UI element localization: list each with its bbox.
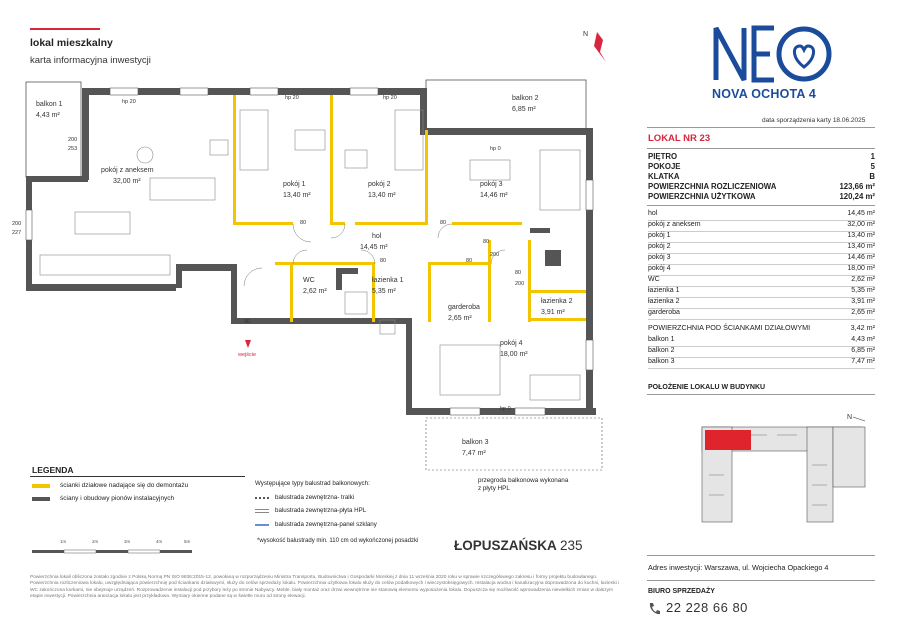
room-area-row (648, 221, 875, 232)
balustrade-note: *wysokość balustrady min. 110 cm od wykończonej posadzki (257, 538, 419, 544)
room-area: 13,40 m² (847, 243, 875, 250)
page-title: lokal mieszkalny (30, 37, 113, 49)
legend-item-grey (32, 495, 174, 502)
room-area: 3,91 m² (851, 298, 875, 305)
scale-label: 4m (156, 539, 163, 544)
street-number: 235 (560, 538, 583, 553)
position-title: POŁOŻENIE LOKALU W BUDYNKU (648, 384, 766, 391)
under-walls-label: POWIERZCHNIA POD ŚCIANKAMI DZIAŁOWYMI (648, 323, 811, 332)
balustrade-item (255, 494, 354, 501)
dim-200-label: 200 (515, 281, 525, 287)
dim-253-label: 253 (68, 146, 78, 152)
dim-200-label: 200 (68, 137, 78, 143)
entrance-arrow-icon (245, 340, 251, 348)
property-row (648, 182, 875, 191)
hall-label: hol (372, 233, 382, 240)
north-label: N (583, 31, 589, 38)
divider (647, 580, 875, 581)
legend-swatch (32, 497, 50, 501)
exterior-walls (26, 88, 596, 415)
bathroom-1-area: 5,35 m² (372, 288, 396, 295)
property-key: KLATKA (648, 172, 680, 181)
property-value: 123,66 m² (839, 182, 875, 191)
balcony-area-row (648, 347, 875, 358)
room-area: 18,00 m² (847, 265, 875, 272)
property-value: 1 (870, 152, 875, 161)
property-value: B (869, 172, 875, 181)
dim-227-label: 227 (12, 230, 22, 236)
room-4-area: 18,00 m² (500, 351, 528, 358)
dim-80-label: 80 (515, 270, 522, 276)
wardrobe-label: garderoba (448, 304, 480, 311)
investment-address: Adres inwestycji: Warszawa, ul. Wojciecha Opackiego 4 (648, 563, 829, 572)
installation-shafts (336, 228, 561, 290)
dim-200-label: 200 (490, 252, 500, 258)
room-name: pokój 2 (648, 243, 671, 250)
divider (647, 127, 875, 128)
balustrade-item-label: balustrada zewnętrzna- tralki (275, 494, 355, 501)
room-area-row (648, 210, 875, 221)
footer-disclaimer: Powierzchnia lokali obliczona zostało zgodnie z Polską Normą PN ISO 9836:2015-12, powołaną w rozporządzeniu Ministra Transportu, Budownictwa i Gospodarki Morskiej z dnia 11 września 2020 roku w sprawie szczegółowego zakresu i formy projektu budowlanego. Powierzchnia rozliczeniowa lokalu, uwzględniająca powierzchnię pod ściankami działowymi, służy do celów sprzedaży lokalu. Powierzchnia użytkowa lokalu służy do celów podatkowych i wieczystoksięgowych. Instalacja wodna i kanalizacyjna doprowadzona do kuchni, łazienki i WC zakończona korkami, nie obejmuje urządzeń. Rozprowadzenie instalacji pod przybory leży po stronie Nabywcy. Meble, biały montaż oraz drzwi wewnętrzne nie stanowią elementu wyposażenia lokalu. Dopuszcza się możliwość wprowadzenia niewielkich zmian w dalszym etapie inwestycji. Powierzchnia aranżacja lokalu jest przykładowa. Wymiary okienne podane są w świetle muru od strony elewacji. (30, 575, 620, 600)
room-name: garderoba (648, 309, 680, 316)
dim-80-label: 80 (380, 258, 387, 264)
balcony-1-label: balkon 1 (36, 101, 63, 108)
balustrade-item (255, 507, 366, 514)
room-3-area: 14,46 m² (480, 192, 508, 199)
balcony-area: 4,43 m² (851, 336, 875, 343)
north-arrow-icon (594, 32, 606, 62)
room-area: 5,35 m² (851, 287, 875, 294)
property-row (648, 152, 875, 161)
balustrade-item (255, 521, 377, 528)
legend-divider (30, 476, 245, 477)
room-name: pokój 1 (648, 232, 671, 239)
balustrade-swatch (255, 524, 269, 526)
balcony-area-row (648, 358, 875, 369)
wc-label: WC (303, 277, 315, 284)
entrance-label: wejście (238, 352, 257, 358)
dim-hp0-label: hp 0 (500, 406, 511, 412)
balcony-area: 7,47 m² (851, 358, 875, 365)
wardrobe-area: 2,65 m² (448, 315, 472, 322)
balcony-2-outline (426, 80, 586, 130)
scale-label: 2m (92, 539, 99, 544)
apartment-highlight (705, 430, 751, 450)
living-room-area: 32,00 m² (113, 178, 141, 185)
balcony-name: balkon 3 (648, 358, 675, 365)
legend-item-yellow (32, 482, 188, 489)
lokal-label: LOKAL NR (648, 133, 697, 144)
room-area-row (648, 287, 875, 298)
balustrade-swatch (255, 497, 269, 499)
brand-name: NOVA OCHOTA 4 (712, 87, 816, 101)
divider (647, 555, 875, 556)
sales-office-title: BIURO SPRZEDAŻY (648, 588, 715, 595)
north-label: N (847, 414, 853, 421)
north-arrow-icon (853, 417, 865, 421)
room-area-row (648, 309, 875, 320)
legend-item-label: ścianki działowe nadające się do demontażu (60, 482, 189, 489)
property-value: 120,24 m² (839, 192, 875, 201)
room-area-row (648, 243, 875, 254)
property-key: POKOJE (648, 162, 681, 171)
room-area-row (648, 265, 875, 276)
lokal-number-value: 23 (699, 133, 711, 144)
under-walls-value: 3,42 m² (850, 323, 875, 332)
bathroom-2-area: 3,91 m² (541, 309, 565, 316)
room-name: łazienka 2 (648, 298, 680, 305)
dim-hp20-label: hp 20 (122, 99, 136, 105)
property-row (648, 162, 875, 171)
page-subtitle: karta informacyjna inwestycji (30, 55, 151, 66)
sales-phone[interactable]: 22 228 66 80 (666, 600, 748, 615)
legend-item-label: ściany i obudowy pionów instalacyjnych (60, 495, 175, 502)
property-key: POWIERZCHNIA UŻYTKOWA (648, 192, 756, 201)
room-name: pokój 3 (648, 254, 671, 261)
dim-80-label: 80 (466, 258, 473, 264)
room-area: 2,62 m² (851, 276, 875, 283)
room-area-row (648, 298, 875, 309)
property-value: 5 (870, 162, 875, 171)
dim-80-label: 80 (483, 239, 490, 245)
room-name: łazienka 1 (648, 287, 680, 294)
room-2-area: 13,40 m² (368, 192, 396, 199)
room-2-label: pokój 2 (368, 181, 391, 188)
balcony-name: balkon 1 (648, 336, 675, 343)
living-room-label: pokój z aneksem (101, 167, 154, 174)
balustrade-title: Występujące typy balustrad balkonowych: (255, 480, 370, 487)
room-name: pokój z aneksem (648, 221, 701, 228)
divider (647, 394, 875, 395)
room-name: hol (648, 210, 658, 217)
phone-icon (648, 602, 660, 616)
dim-80-label: 80 (300, 220, 307, 226)
room-area: 32,00 m² (847, 221, 875, 228)
scale-label: 5m (184, 539, 191, 544)
balcony-1-outline (26, 82, 81, 177)
balcony-area: 6,85 m² (851, 347, 875, 354)
balustrade-swatch (255, 509, 269, 513)
property-key: POWIERZCHNIA ROZLICZENIOWA (648, 182, 777, 191)
balustrade-item-label: balustrada zewnętrzna-płyta HPL (275, 507, 367, 514)
balcony-3-outline (426, 418, 602, 470)
property-row (648, 172, 875, 181)
room-area: 13,40 m² (847, 232, 875, 239)
room-1-area: 13,40 m² (283, 192, 311, 199)
partition-note-line: z płyty HPL (478, 485, 510, 492)
room-area: 2,65 m² (851, 309, 875, 316)
dim-hp20-label: hp 20 (285, 95, 299, 101)
date-line: data sporządzenia karty 18.06.2025 (762, 117, 866, 124)
balcony-name: balkon 2 (648, 347, 675, 354)
scale-label: 3m (124, 539, 131, 544)
divider (647, 205, 875, 206)
lokal-number (648, 133, 710, 144)
dim-hp0-label: hp 0 (490, 146, 501, 152)
room-area-row (648, 254, 875, 265)
scale-label: 1m (60, 539, 67, 544)
room-1-label: pokój 1 (283, 181, 306, 188)
room-name: WC (648, 276, 660, 283)
building-position-map (697, 405, 877, 525)
room-3-label: pokój 3 (480, 181, 503, 188)
balustrade-item-label: balustrada zewnętrzna-panel szklany (275, 521, 377, 528)
room-area: 14,45 m² (847, 210, 875, 217)
partition-note-line: przegroda balkonowa wykonana (478, 477, 569, 484)
balcony-1-area: 4,43 m² (36, 112, 60, 119)
windows (26, 88, 593, 415)
room-name: pokój 4 (648, 265, 671, 272)
brand-logo (712, 22, 832, 84)
balcony-3-label: balkon 3 (462, 439, 489, 446)
balcony-2-area: 6,85 m² (512, 106, 536, 113)
bathroom-2-label: łazienka 2 (541, 298, 573, 305)
legend-swatch (32, 484, 50, 488)
balcony-area-row (648, 336, 875, 347)
divider (647, 148, 875, 149)
dim-80-label: 80 (440, 220, 447, 226)
scale-bar (30, 543, 230, 561)
legend-title: LEGENDA (32, 465, 74, 475)
room-area-row (648, 232, 875, 243)
under-walls-row (648, 323, 875, 332)
balcony-2-label: balkon 2 (512, 95, 539, 102)
property-key: PIĘTRO (648, 152, 678, 161)
dim-200-label: 200 (12, 221, 22, 227)
room-area-row (648, 276, 875, 287)
room-area: 14,46 m² (847, 254, 875, 261)
dim-90-label: 90 (244, 319, 251, 325)
hall-area: 14,45 m² (360, 244, 388, 251)
room-4-label: pokój 4 (500, 340, 523, 347)
balcony-3-area: 7,47 m² (462, 450, 486, 457)
property-row (648, 192, 875, 201)
bathroom-1-label: łazienka 1 (372, 277, 404, 284)
dim-hp20-label: hp 20 (383, 95, 397, 101)
street-name (454, 538, 583, 553)
wc-area: 2,62 m² (303, 288, 327, 295)
partition-note (478, 477, 568, 493)
street-name-text: ŁOPUSZAŃSKA (454, 538, 557, 553)
